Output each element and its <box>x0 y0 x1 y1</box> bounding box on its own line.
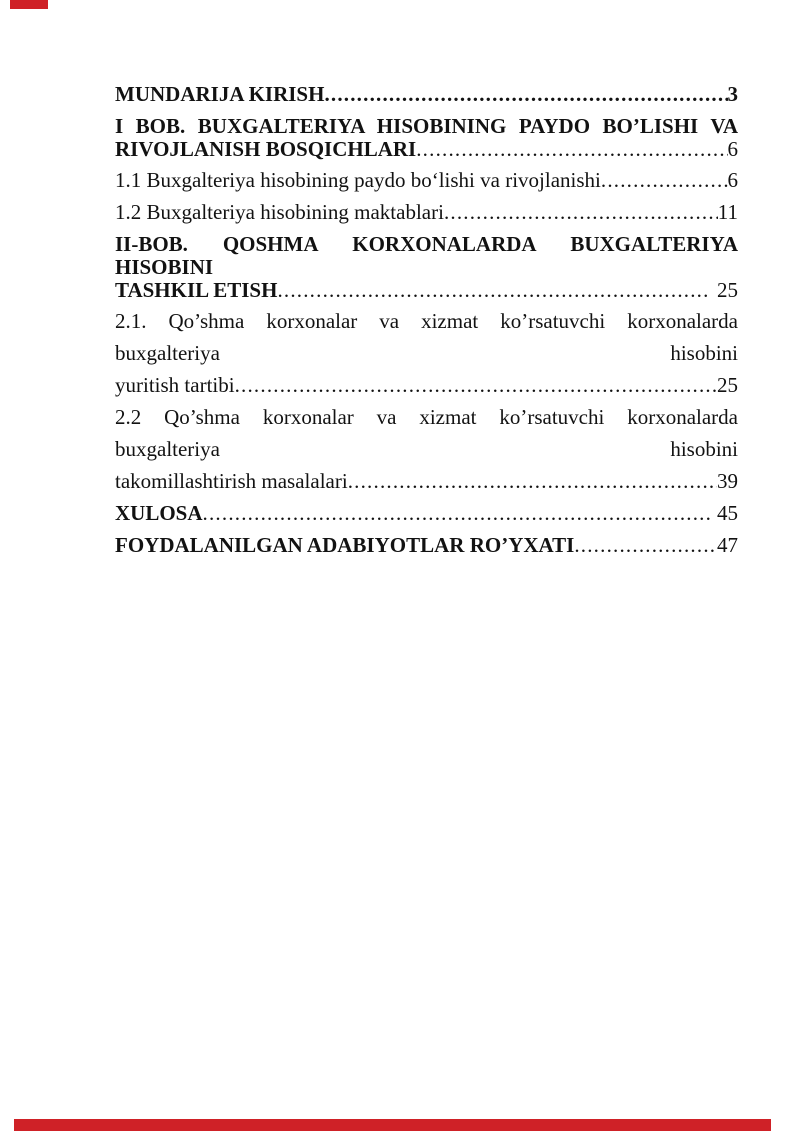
bottom-red-bar <box>14 1119 771 1131</box>
entry-text: XULOSA <box>115 501 203 525</box>
dot-leader <box>235 369 717 401</box>
top-left-red-mark <box>10 0 48 9</box>
page-number: 25 <box>717 373 738 397</box>
page-number: 39 <box>717 469 738 493</box>
dot-leader <box>348 465 717 497</box>
entry-text: takomillashtirish masalalari <box>115 469 348 493</box>
page-number: 6 <box>727 168 738 192</box>
toc-line <box>115 279 738 302</box>
entry-text: yuritish tartibi <box>115 373 235 397</box>
toc-entry <box>115 401 738 497</box>
page-number: 6 <box>727 137 738 161</box>
toc-line <box>115 138 738 161</box>
toc-entry <box>115 529 738 561</box>
toc-entry <box>115 78 738 110</box>
toc-line <box>115 164 738 196</box>
toc-entry <box>115 196 738 228</box>
toc-line: 2.1. Qo’shma korxonalar va xizmat ko’rsatuvchi korxonalarda buxgalteriya hisobini <box>115 309 738 365</box>
dot-leader <box>203 497 710 529</box>
toc-line <box>115 196 738 228</box>
dot-leader <box>277 279 710 302</box>
entry-text: 1.1 Buxgalteriya hisobining paydo bo‘lishi va rivojlanishi <box>115 168 601 192</box>
toc-line <box>115 78 738 110</box>
page-number: 47 <box>717 533 738 557</box>
toc-entry <box>115 305 738 401</box>
dot-leader <box>444 196 718 228</box>
toc-line: 2.2 Qo’shma korxonalar va xizmat ko’rsatuvchi korxonalarda buxgalteriya hisobini <box>115 405 738 461</box>
dot-leader <box>416 138 727 161</box>
dot-leader <box>601 164 728 196</box>
toc-line <box>115 465 738 497</box>
entry-text: TASHKIL ETISH <box>115 278 278 302</box>
toc-line: II-BOB. QOSHMA KORXONALARDA BUXGALTERIYA HISOBINI <box>115 232 738 279</box>
entry-text: MUNDARIJA KIRISH <box>115 82 325 106</box>
toc-entry <box>115 164 738 196</box>
entry-text: RIVOJLANISH BOSQICHLARI <box>115 137 417 161</box>
page-number: 25 <box>717 278 738 302</box>
dot-leader <box>574 529 717 561</box>
table-of-contents <box>115 78 738 561</box>
toc-entry <box>115 233 738 302</box>
page-number: 45 <box>717 501 738 525</box>
entry-text: FOYDALANILGAN ADABIYOTLAR RO’YXATI <box>115 533 575 557</box>
page-number: 3 <box>727 82 738 106</box>
toc-line <box>115 369 738 401</box>
dot-leader <box>324 78 727 110</box>
toc-line <box>115 497 738 529</box>
toc-line <box>115 529 738 561</box>
toc-entry <box>115 497 738 529</box>
toc-line: I BOB. BUXGALTERIYA HISOBINING PAYDO BO’LISHI VA <box>115 114 738 138</box>
toc-entry <box>115 115 738 161</box>
entry-text: 1.2 Buxgalteriya hisobining maktablari <box>115 200 444 224</box>
page-number: 11 <box>717 200 738 224</box>
